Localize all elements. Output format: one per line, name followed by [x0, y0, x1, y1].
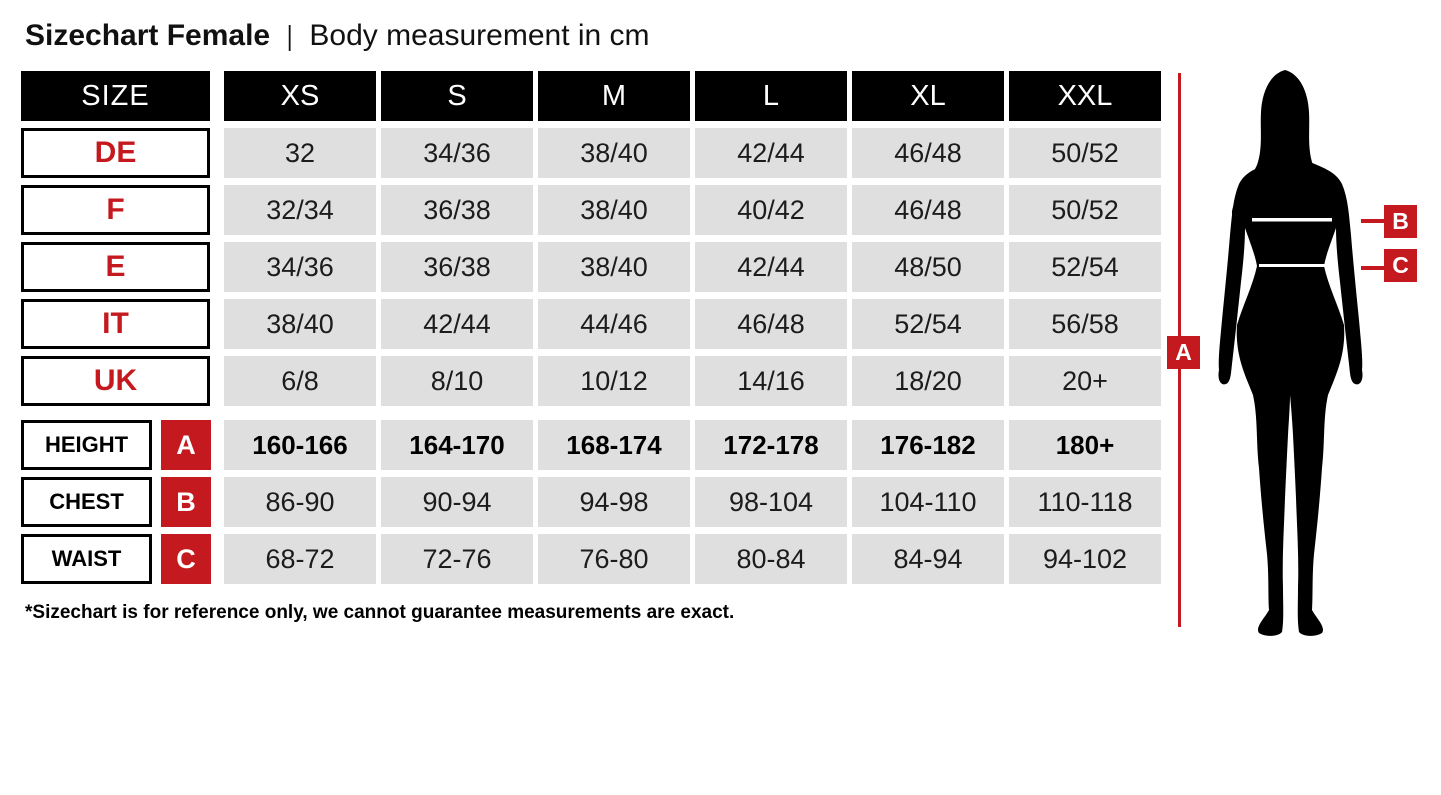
- value-cell: 34/36: [224, 242, 376, 292]
- value-cell: 72-76: [381, 534, 533, 584]
- value-cell: 168-174: [538, 420, 690, 470]
- chest-line: [1252, 218, 1332, 222]
- value-cell: 38/40: [538, 128, 690, 178]
- figure-marker-a-badge: A: [1167, 336, 1200, 369]
- value-cell: 42/44: [695, 242, 847, 292]
- value-cell: 32/34: [224, 185, 376, 235]
- value-cell: 36/38: [381, 185, 533, 235]
- value-cell: XL: [852, 71, 1004, 121]
- value-cell: 38/40: [538, 185, 690, 235]
- row-cells: [224, 128, 1161, 178]
- row-cells: [224, 356, 1161, 406]
- value-cell: 104-110: [852, 477, 1004, 527]
- value-cell: 94-102: [1009, 534, 1161, 584]
- value-cell: 160-166: [224, 420, 376, 470]
- value-cell: 42/44: [695, 128, 847, 178]
- value-cell: XXL: [1009, 71, 1161, 121]
- value-cell: 46/48: [852, 185, 1004, 235]
- row-label-f: F: [21, 185, 210, 235]
- waist-line: [1259, 264, 1325, 267]
- value-cell: L: [695, 71, 847, 121]
- row-label-waist: WAIST: [21, 534, 152, 584]
- value-cell: 56/58: [1009, 299, 1161, 349]
- row-cells: [224, 420, 1161, 470]
- value-cell: 36/38: [381, 242, 533, 292]
- row-cells: [224, 185, 1161, 235]
- value-cell: 14/16: [695, 356, 847, 406]
- value-cell: 90-94: [381, 477, 533, 527]
- value-cell: 44/46: [538, 299, 690, 349]
- value-cell: S: [381, 71, 533, 121]
- row-label-uk: UK: [21, 356, 210, 406]
- value-cell: 48/50: [852, 242, 1004, 292]
- value-cell: 10/12: [538, 356, 690, 406]
- value-cell: 180+: [1009, 420, 1161, 470]
- row-cells: [224, 534, 1161, 584]
- row-cells: [224, 299, 1161, 349]
- value-cell: 110-118: [1009, 477, 1161, 527]
- female-silhouette-image: [1205, 70, 1381, 642]
- value-cell: 6/8: [224, 356, 376, 406]
- row-label-e: E: [21, 242, 210, 292]
- figure-marker-c-badge: C: [1384, 249, 1417, 282]
- value-cell: 68-72: [224, 534, 376, 584]
- marker-badge-c: C: [161, 534, 211, 584]
- row-cells: [224, 477, 1161, 527]
- row-label-it: IT: [21, 299, 210, 349]
- value-cell: 52/54: [1009, 242, 1161, 292]
- value-cell: 32: [224, 128, 376, 178]
- value-cell: 50/52: [1009, 185, 1161, 235]
- value-cell: 76-80: [538, 534, 690, 584]
- row-label-chest: CHEST: [21, 477, 152, 527]
- title-subtitle: Body measurement in cm: [309, 19, 650, 52]
- footnote-text: *Sizechart is for reference only, we cannot guarantee measurements are exact.: [25, 602, 735, 623]
- figure-marker-b-badge: B: [1384, 205, 1417, 238]
- value-cell: 20+: [1009, 356, 1161, 406]
- value-cell: M: [538, 71, 690, 121]
- row-cells: [224, 242, 1161, 292]
- size-corner-header: SIZE: [21, 71, 210, 121]
- value-cell: 50/52: [1009, 128, 1161, 178]
- value-cell: 98-104: [695, 477, 847, 527]
- value-cell: 52/54: [852, 299, 1004, 349]
- row-label-height: HEIGHT: [21, 420, 152, 470]
- value-cell: 38/40: [224, 299, 376, 349]
- value-cell: 8/10: [381, 356, 533, 406]
- row-label-de: DE: [21, 128, 210, 178]
- marker-badge-b: B: [161, 477, 211, 527]
- value-cell: 172-178: [695, 420, 847, 470]
- title-separator: |: [286, 20, 293, 51]
- row-cells: [224, 71, 1161, 121]
- value-cell: 18/20: [852, 356, 1004, 406]
- value-cell: 94-98: [538, 477, 690, 527]
- value-cell: 176-182: [852, 420, 1004, 470]
- value-cell: 38/40: [538, 242, 690, 292]
- value-cell: 40/42: [695, 185, 847, 235]
- value-cell: 42/44: [381, 299, 533, 349]
- value-cell: 34/36: [381, 128, 533, 178]
- value-cell: 80-84: [695, 534, 847, 584]
- title-text: Sizechart Female: [25, 19, 271, 52]
- value-cell: 86-90: [224, 477, 376, 527]
- value-cell: 46/48: [695, 299, 847, 349]
- page-title: [25, 18, 650, 54]
- value-cell: 164-170: [381, 420, 533, 470]
- value-cell: XS: [224, 71, 376, 121]
- value-cell: 46/48: [852, 128, 1004, 178]
- value-cell: 84-94: [852, 534, 1004, 584]
- marker-badge-a: A: [161, 420, 211, 470]
